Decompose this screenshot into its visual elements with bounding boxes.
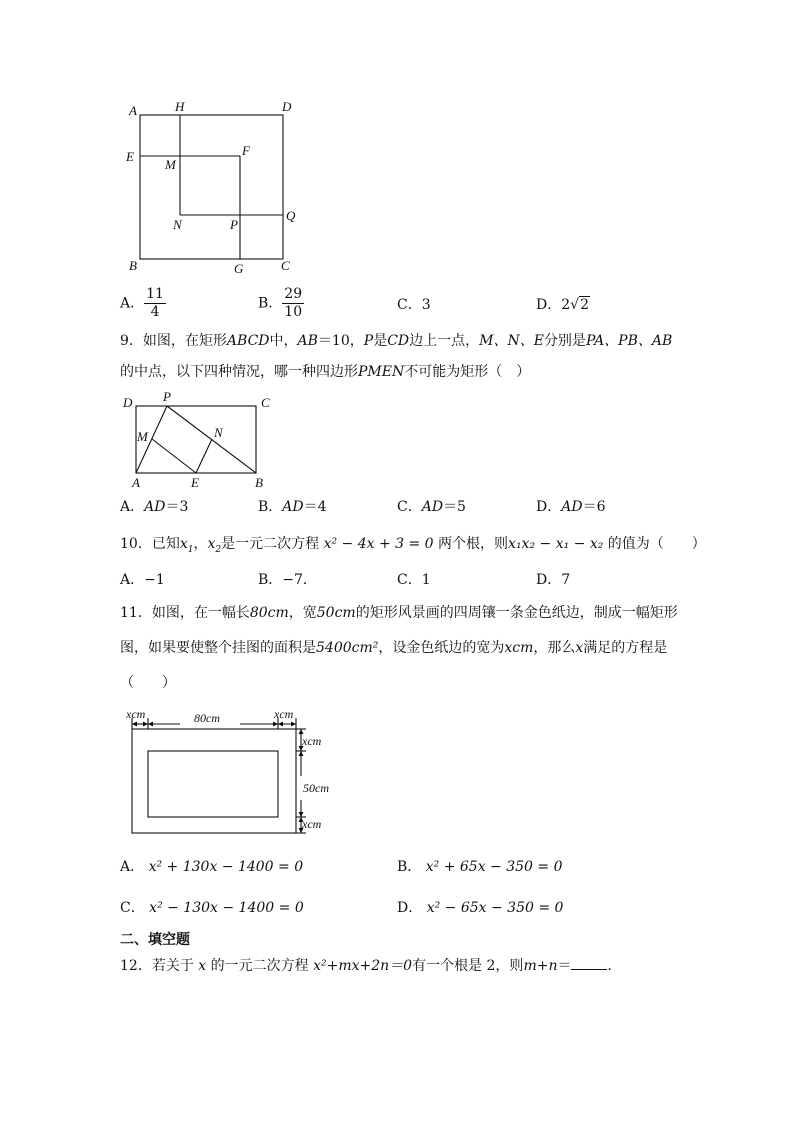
q8-label-p: P <box>230 217 238 232</box>
q8-label-a: A <box>129 103 137 118</box>
q11-stem-line3: （ ） <box>120 675 176 691</box>
q9-label-c: C <box>261 395 270 410</box>
q11-option-b[interactable]: B． x² + 65x − 350 = 0 <box>397 859 563 875</box>
q10-option-d[interactable]: D．7 <box>536 572 571 588</box>
q10-stem: 10．已知$x_1$，$x_2$是一元二次方程 x² − 4x + 3 = 0 两个根，则x₁x₂ − x₁ − x₂ 的值为（ ） <box>120 536 706 555</box>
q8-label-e: E <box>126 149 134 164</box>
q9-label-n: N <box>214 425 223 440</box>
q11-figure <box>122 704 342 839</box>
q8-option-d-coef: 2 <box>561 297 571 313</box>
q8-label-q: Q <box>286 208 296 223</box>
q8-option-d[interactable] <box>536 295 590 315</box>
q9-label-a: A <box>132 475 140 490</box>
q9-figure <box>118 390 278 490</box>
q11-stem-line1: 11．如图，在一幅长80cm，宽50cm的矩形风景画的四周镶一条金色纸边，制成一幅矩形 <box>120 605 678 621</box>
q8-label-b: B <box>129 258 137 273</box>
q9-option-d[interactable]: D．AD＝6 <box>536 499 606 515</box>
q12-stem: 12．若关于 x 的一元二次方程 x²+mx+2n＝0有一个根是 2，则m+n＝ ． <box>120 955 621 976</box>
q8-label-g: G <box>234 261 244 276</box>
q10-expression: x₁x₂ − x₁ − x₂ <box>508 536 604 552</box>
q8-option-a[interactable] <box>120 286 166 321</box>
q8-label-h: H <box>175 99 185 114</box>
q11-option-d[interactable]: D． x² − 65x − 350 = 0 <box>397 900 564 916</box>
q9-option-b[interactable]: B．AD＝4 <box>258 499 327 515</box>
q8-option-a-fraction: $\frac{11}{4}$ <box>146 286 164 320</box>
q9-line-ne <box>196 439 212 473</box>
q8-option-b-letter: B． <box>258 295 283 312</box>
q8-option-d-letter: D． <box>536 297 562 313</box>
q8-label-d: D <box>282 99 292 114</box>
q11-label-xcm-bottom: xcm <box>302 817 322 831</box>
q9-line-me <box>152 439 196 473</box>
q10-option-b[interactable]: B．−7． <box>258 572 317 588</box>
q8-option-c[interactable]: C．3 <box>397 297 431 313</box>
q8-option-d-radicand: 2 <box>580 297 589 313</box>
q9-label-e: E <box>191 475 199 490</box>
q9-label-m: M <box>137 429 148 444</box>
q8-label-n: N <box>173 217 182 232</box>
q11-stem-line2: 图，如果要使整个挂图的面积是5400cm²，设金色纸边的宽为xcm，那么x满足的方程是 <box>120 640 668 656</box>
q10-x2: $x_2$ <box>207 536 222 555</box>
section-title-fill-in: 二、填空题 <box>120 932 190 948</box>
q8-option-b[interactable] <box>258 286 304 321</box>
q10-option-a[interactable]: A．−1 <box>120 572 165 588</box>
q8-option-a-letter: A． <box>120 295 145 312</box>
q11-label-xcm-top: xcm <box>302 734 322 748</box>
q10-option-c[interactable]: C．1 <box>397 572 431 588</box>
q10-x1: $x_1$ <box>179 536 194 555</box>
q8-figure <box>120 98 310 278</box>
q11-label-xcm-right: xcm <box>274 707 294 721</box>
q9-label-d: D <box>123 395 133 410</box>
q9-label-b: B <box>255 475 263 490</box>
q9-rectangle <box>136 406 256 473</box>
q11-inner-picture <box>148 751 278 817</box>
q11-label-xcm-left: xcm <box>126 707 146 721</box>
q11-label-width: 50cm <box>303 781 329 795</box>
q9-label-p: P <box>163 390 171 404</box>
q11-label-length: 80cm <box>194 711 220 725</box>
q11-option-c[interactable]: C． x² − 130x − 1400 = 0 <box>120 900 304 916</box>
q8-label-f: F <box>242 143 250 158</box>
q12-answer-blank[interactable] <box>571 955 607 970</box>
q9-stem-line1: 9．如图，在矩形ABCD中，AB＝10，P是CD边上一点，M、N、E分别是PA、PB、AB <box>120 333 673 349</box>
q8-option-b-fraction: $\frac{29}{10}$ <box>284 286 303 320</box>
q10-equation: x² − 4x + 3 = 0 <box>323 536 434 552</box>
q8-label-c: C <box>281 258 290 273</box>
q11-option-a[interactable]: A． x² + 130x − 1400 = 0 <box>120 859 304 875</box>
q9-stem-line2: 的中点，以下四种情况，哪一种四边形PMEN不可能为矩形（ ） <box>120 364 531 380</box>
sqrt-icon: √ <box>570 297 580 313</box>
q9-option-a[interactable]: A．AD＝3 <box>120 499 189 515</box>
q8-label-m: M <box>165 157 176 172</box>
q8-outer-square <box>140 115 283 259</box>
q9-option-c[interactable]: C．AD＝5 <box>397 499 466 515</box>
